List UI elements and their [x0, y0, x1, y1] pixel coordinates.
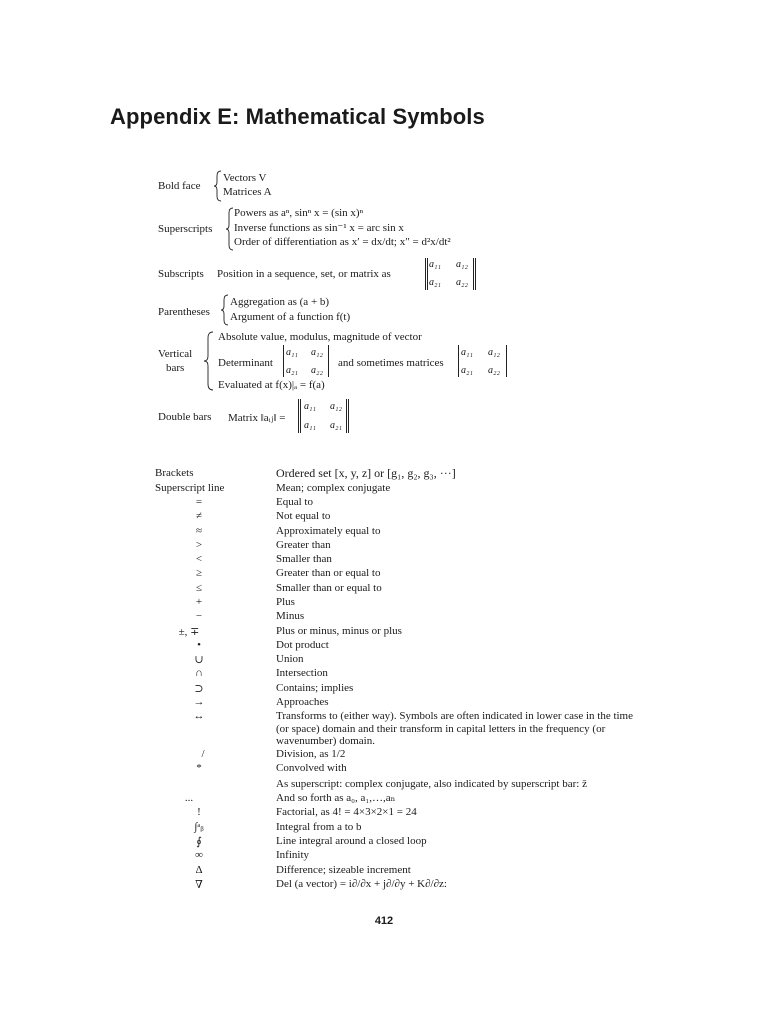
ref-desc: Smaller than or equal to	[276, 582, 382, 594]
ref-desc: Plus	[276, 596, 295, 608]
matrix-entry: a₁₁	[304, 420, 316, 431]
parentheses-label: Parentheses	[158, 306, 210, 318]
matrix-bar	[300, 399, 301, 433]
ref-desc: Union	[276, 653, 304, 665]
superscripts-label: Superscripts	[158, 223, 213, 235]
ref-desc: Equal to	[276, 496, 313, 508]
matrix-bar	[346, 399, 347, 433]
ref-symbol: =	[195, 496, 203, 508]
ref-symbol: ±, ∓	[178, 626, 200, 638]
ref-symbol: /	[201, 748, 205, 760]
ref-symbol: →	[193, 696, 205, 708]
ref-symbol: •	[197, 639, 201, 651]
ref-desc: Convolved with	[276, 762, 347, 774]
matrix-bar	[283, 345, 284, 377]
superscripts-item: Inverse functions as sin⁻¹ x = arc sin x	[234, 222, 404, 234]
matrix-entry: a₁₂	[456, 259, 468, 270]
matrix-entry: a₁₂	[330, 401, 342, 412]
matrix-entry: a₁₁	[461, 347, 473, 358]
vertical-bars-item: Evaluated at f(x)|ₐ = f(a)	[218, 379, 325, 391]
bold-face-brace	[214, 170, 222, 202]
matrix-bar	[348, 399, 349, 433]
matrix-entry: a₂₂	[488, 365, 500, 376]
subscripts-text: Position in a sequence, set, or matrix as	[217, 268, 391, 280]
parentheses-brace	[221, 294, 229, 326]
ref-symbol: <	[195, 553, 203, 565]
matrix-bar	[473, 258, 474, 290]
ref-desc: Minus	[276, 610, 305, 622]
vertical-bars-item: Determinant	[218, 357, 273, 369]
ref-symbol: −	[195, 610, 203, 622]
ref-symbol: ∇	[195, 879, 203, 891]
ref-symbol: ≥	[195, 567, 203, 579]
superscripts-brace	[226, 207, 234, 251]
ref-desc: As superscript: complex conjugate, also indicated by superscript bar: z̄	[276, 778, 587, 790]
ref-desc: Greater than	[276, 539, 331, 551]
matrix-entry: a₂₂	[456, 277, 468, 288]
ref-term: Brackets	[155, 467, 194, 479]
ref-term: Superscript line	[155, 482, 225, 494]
ref-desc: Infinity	[276, 849, 309, 861]
matrix-entry: a₂₁	[286, 365, 298, 376]
vertical-bars-label: Vertical	[158, 348, 193, 360]
ref-desc: Ordered set [x, y, z] or [g₁, g₂, g₃, ···]	[276, 466, 456, 480]
matrix-entry: a₂₁	[429, 277, 441, 288]
matrix-bar	[458, 345, 459, 377]
vertical-bars-item: and sometimes matrices	[338, 357, 444, 369]
ref-symbol: ∞	[195, 849, 203, 861]
ref-desc: And so forth as a₀, a₁,…,aₙ	[276, 792, 396, 804]
ref-symbol: ∮	[196, 836, 202, 848]
ref-desc: Greater than or equal to	[276, 567, 381, 579]
ref-desc: Transforms to (either way). Symbols are often indicated in lower case in the time (or space) domain and their transform in capital letters in the frequency (or wavenumber) domain.	[276, 710, 634, 748]
matrix-entry: a₁₁	[286, 347, 298, 358]
matrix-bar	[328, 345, 329, 377]
matrix-bar	[506, 345, 507, 377]
ref-symbol: ⊃	[194, 683, 204, 695]
ref-desc: Approximately equal to	[276, 525, 381, 537]
integral-symbol: ∫ᵃᵦ	[194, 821, 204, 833]
matrix-entry: a₁₁	[304, 401, 316, 412]
ref-desc: Difference; sizeable increment	[276, 864, 411, 876]
ref-symbol: ≠	[195, 510, 203, 522]
matrix-bar	[427, 258, 428, 290]
matrix-entry: a₂₁	[461, 365, 473, 376]
matrix-entry: a₁₂	[311, 347, 323, 358]
vertical-bars-brace	[204, 331, 214, 391]
ref-symbol: ≤	[195, 582, 203, 594]
ref-desc: Dot product	[276, 639, 329, 651]
ref-symbol: ∩	[195, 667, 203, 679]
page-number: 412	[374, 915, 394, 927]
ref-desc: Not equal to	[276, 510, 331, 522]
ref-desc: Mean; complex conjugate	[276, 482, 391, 494]
ref-desc: Del (a vector) = i∂/∂x + j∂/∂y + K∂/∂z:	[276, 878, 447, 890]
ref-desc: Intersection	[276, 667, 328, 679]
vertical-bars-label: bars	[166, 362, 185, 374]
matrix-entry: a₂₂	[311, 365, 323, 376]
double-bars-text: Matrix ‖aᵢⱼ‖ =	[228, 412, 286, 424]
ref-desc: Contains; implies	[276, 682, 354, 694]
ref-desc: Factorial, as 4! = 4×3×2×1 = 24	[276, 806, 417, 818]
ref-desc: Integral from a to b	[276, 821, 362, 833]
ref-desc: Plus or minus, minus or plus	[276, 625, 402, 637]
parentheses-item: Argument of a function f(t)	[230, 311, 351, 323]
bold-face-item: Matrices A	[223, 186, 272, 198]
ref-desc: Approaches	[276, 696, 329, 708]
ref-symbol: +	[195, 596, 203, 608]
parentheses-item: Aggregation as (a + b)	[230, 296, 330, 308]
ref-desc: Line integral around a closed loop	[276, 835, 427, 847]
double-bars-label: Double bars	[158, 411, 212, 423]
matrix-bar	[298, 399, 299, 433]
ref-symbol: Δ	[195, 864, 203, 876]
bold-face-item: Vectors V	[223, 172, 267, 184]
matrix-entry: a₂₁	[330, 420, 342, 431]
superscripts-item: Order of differentiation as x′ = dx/dt; x″ = d²x/dt²	[234, 236, 451, 248]
ref-symbol: ∪	[194, 654, 204, 666]
bold-face-label: Bold face	[158, 180, 201, 192]
vertical-bars-item: Absolute value, modulus, magnitude of vector	[218, 331, 422, 343]
ref-symbol: ≈	[195, 525, 203, 537]
matrix-entry: a₁₂	[488, 347, 500, 358]
page-title: Appendix E: Mathematical Symbols	[110, 104, 485, 129]
matrix-bar	[425, 258, 426, 290]
ref-symbol: >	[195, 539, 203, 551]
matrix-entry: a₁₁	[429, 259, 441, 270]
subscripts-label: Subscripts	[158, 268, 204, 280]
matrix-bar	[475, 258, 476, 290]
ref-symbol: ...	[184, 792, 194, 804]
ref-desc: Division, as 1/2	[276, 748, 346, 760]
ref-desc: Smaller than	[276, 553, 332, 565]
ref-symbol: *	[196, 762, 202, 774]
ref-symbol: ↔	[193, 710, 205, 722]
ref-symbol: !	[197, 806, 201, 818]
superscripts-item: Powers as aⁿ, sinⁿ x = (sin x)ⁿ	[234, 207, 364, 219]
